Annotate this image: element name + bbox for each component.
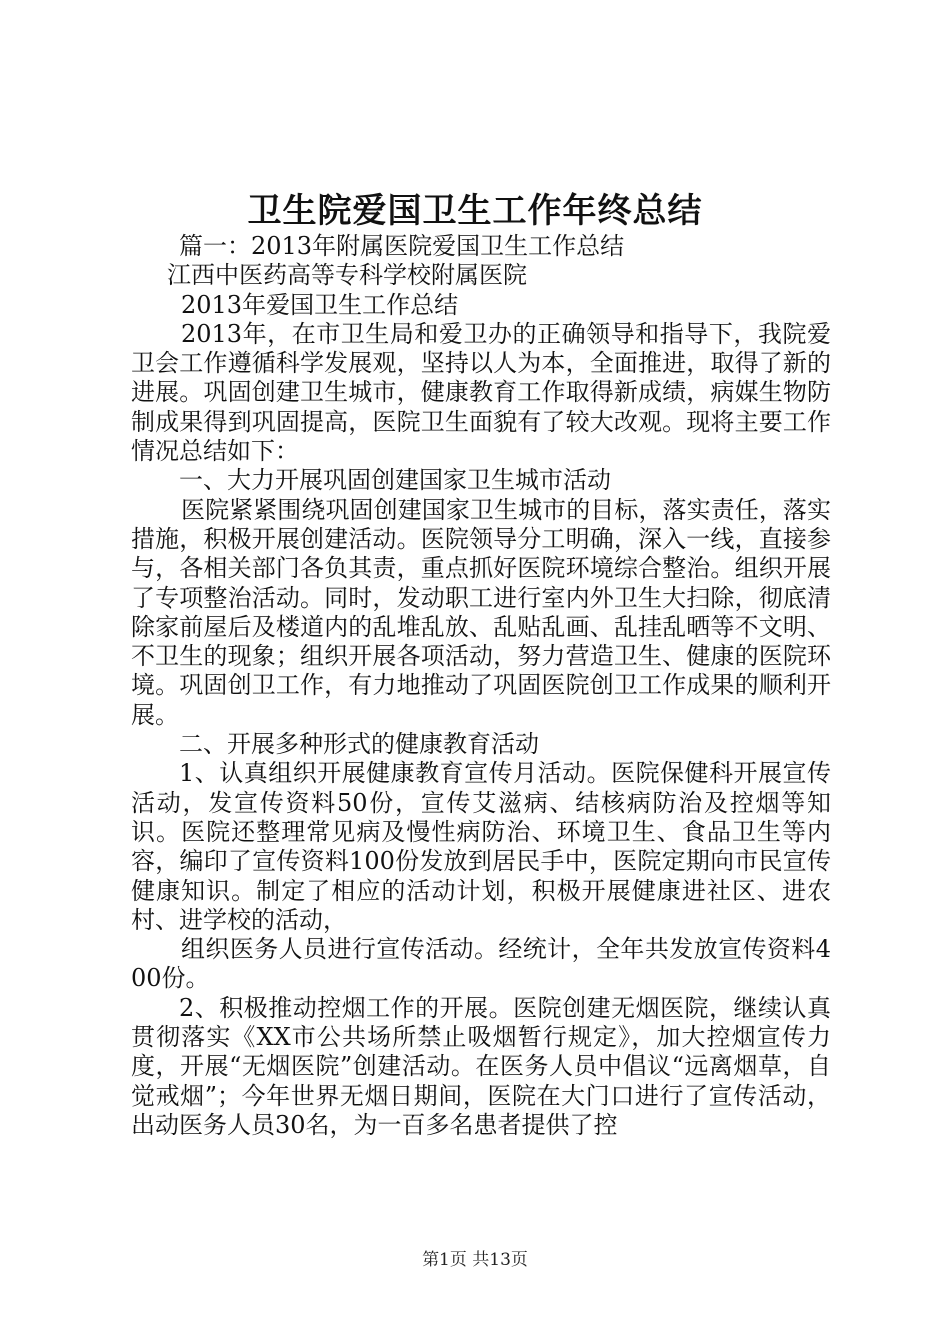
paragraph-section-heading: 篇一：2013年附属医院爱国卫生工作总结 bbox=[179, 232, 625, 260]
paragraph-heading-two: 二、开展多种形式的健康教育活动 bbox=[179, 730, 539, 759]
paragraph-item-two: 2、积极推动控烟工作的开展。医院创建无烟医院，继续认真贯彻落实《XX市公共场所禁止吸烟暂行规定》，加大控烟宣传力度，开展“无烟医院”创建活动。在医务人员中倡议“远离烟草，自觉戒烟”；今年世界无烟日期间，医院在大门口进行了宣传活动，出动医务人员30名，为一百多名患者提供了控 bbox=[131, 993, 831, 1139]
document-body bbox=[131, 232, 831, 1140]
paragraph-body-one: 医院紧紧围绕巩固创建国家卫生城市的目标，落实责任，落实措施，积极开展创建活动。医院领导分工明确，深入一线，直接参与，各相关部门各负其责，重点抓好医院环境综合整治。组织开展了专项整治活动。同时，发动职工进行室内外卫生大扫除，彻底清除家前屋后及楼道内的乱堆乱放、乱贴乱画、乱挂乱晒等不文明、不卫生的现象；组织开展各项活动，努力营造卫生、健康的医院环境。巩固创卫工作，有力地推动了巩固医院创卫工作成果的顺利开展。 bbox=[131, 495, 831, 729]
paragraph-school-name: 江西中医药高等专科学校附属医院 bbox=[167, 261, 527, 290]
paragraph-item-one-continued: 组织医务人员进行宣传活动。经统计，全年共发放宣传资料400份。 bbox=[131, 935, 831, 993]
page-footer: 第1页 共13页 bbox=[422, 1250, 528, 1270]
document-title: 卫生院爱国卫生工作年终总结 bbox=[247, 191, 703, 231]
paragraph-report-title: 2013年爱国卫生工作总结 bbox=[181, 290, 459, 319]
paragraph-item-one: 1、认真组织开展健康教育宣传月活动。医院保健科开展宣传活动，发宣传资料50份，宣传艾滋病、结核病防治及控烟等知识。医院还整理常见病及慢性病防治、环境卫生、食品卫生等内容，编印了宣传资料100份发放到居民手中，医院定期向市民宣传健康知识。制定了相应的活动计划，积极开展健康进社区、进农村、进学校的活动， bbox=[131, 759, 831, 934]
paragraph-heading-one: 一、大力开展巩固创建国家卫生城市活动 bbox=[179, 466, 611, 495]
paragraph-intro: 2013年，在市卫生局和爱卫办的正确领导和指导下，我院爱卫会工作遵循科学发展观，坚持以人为本，全面推进，取得了新的进展。巩固创建卫生城市，健康教育工作取得新成绩，病媒生物防制成果得到巩固提高，医院卫生面貌有了较大改观。现将主要工作情况总结如下： bbox=[131, 319, 831, 466]
